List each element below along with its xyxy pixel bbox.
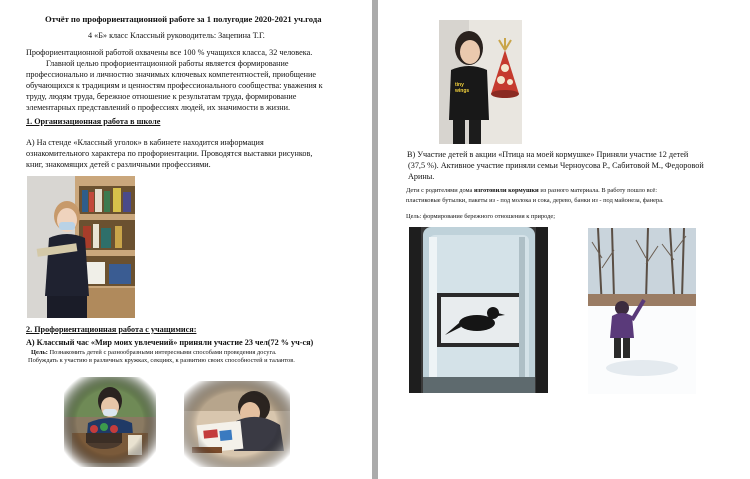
photo-hobby-craft	[64, 377, 156, 467]
page-right	[378, 0, 750, 479]
section-1-text: ознакомительного характера по профориентации. Проводятся выставки рисунков,	[26, 149, 313, 158]
intro-line: Профориентационной работой охвачены все 100 % учащихся класса, 32 человека.	[26, 48, 313, 57]
goal-nature: Цель: формирование бережного отношения к природе;	[406, 213, 556, 220]
intro-line: элементарных представлений о профессиях людей, их значимости в жизни.	[26, 103, 291, 112]
feeder-text-bold: изготовили кормушки	[473, 187, 539, 194]
section-2a-text: А) Классный час «Мир моих увлечений» приняли участие 23 чел(72 % уч-ся)	[26, 338, 314, 347]
feeder-text: пластиковые бутылки, пакеты из - под молока и сока, дерево, банки из - под майонеза, фанера.	[406, 197, 664, 204]
goal-text: Познакомить детей с разнообразными интересными способами проведения досуга.	[47, 349, 277, 356]
report-title: Отчёт по профориентационной работе за 1 полугодие 2020-2021 уч.года	[45, 14, 322, 24]
photo-child-snow	[588, 228, 696, 394]
section-1-heading: 1. Организационная работа в школе	[26, 117, 161, 126]
action-line: (37,5 %). Активное участие приняли семьи Черноусова Р., Сабитовой М., Федоровой	[408, 161, 704, 170]
page-left	[0, 0, 372, 479]
goal-line: Побуждать к участию в различных кружках, секциях, к развитию своих способностей и талантов.	[28, 357, 295, 364]
section-1-text: А) На стенде «Классный уголок» в кабинете находится информация	[26, 138, 264, 147]
feeder-text	[406, 187, 657, 195]
intro-line: труду, людям труда, бережное отношение к результатам труда, формирование	[26, 92, 297, 101]
class-subtitle: 4 «Б» класс Классный руководитель: Зацепина Т.Г.	[88, 31, 265, 40]
intro-line: обучающихся к традициям и ценностям профессионального сообщества: уважения к	[26, 81, 323, 90]
photo-girl-craft	[439, 20, 522, 144]
feeder-text-b: из разного материала. В работу пошло всё:	[538, 187, 658, 194]
goal-label: Цель:	[31, 349, 48, 356]
intro-line: профессионально и личностно значимых ключевых компетентностей, приобщение	[26, 70, 317, 79]
section-2-heading: 2. Профориентационная работа с учащимися:	[26, 325, 197, 334]
intro-line: Главной целью профориентационной работы является формирование	[46, 59, 289, 68]
photo-classroom-corner	[27, 176, 135, 318]
section-1-text: книг, знакомящих детей с различными профессиями.	[26, 160, 211, 169]
goal-line	[31, 349, 277, 357]
action-line: В) Участие детей в акции «Птица на моей кормушке» Приняли участие 12 детей	[407, 150, 689, 159]
action-line: Арины.	[408, 172, 435, 181]
photo-drawing	[184, 381, 290, 467]
photo-bird-feeder	[409, 227, 548, 393]
feeder-text-a: Дети с родителями дома	[406, 187, 474, 194]
shirt-text: wings	[455, 88, 470, 94]
shirt-text: tiny	[455, 82, 464, 88]
